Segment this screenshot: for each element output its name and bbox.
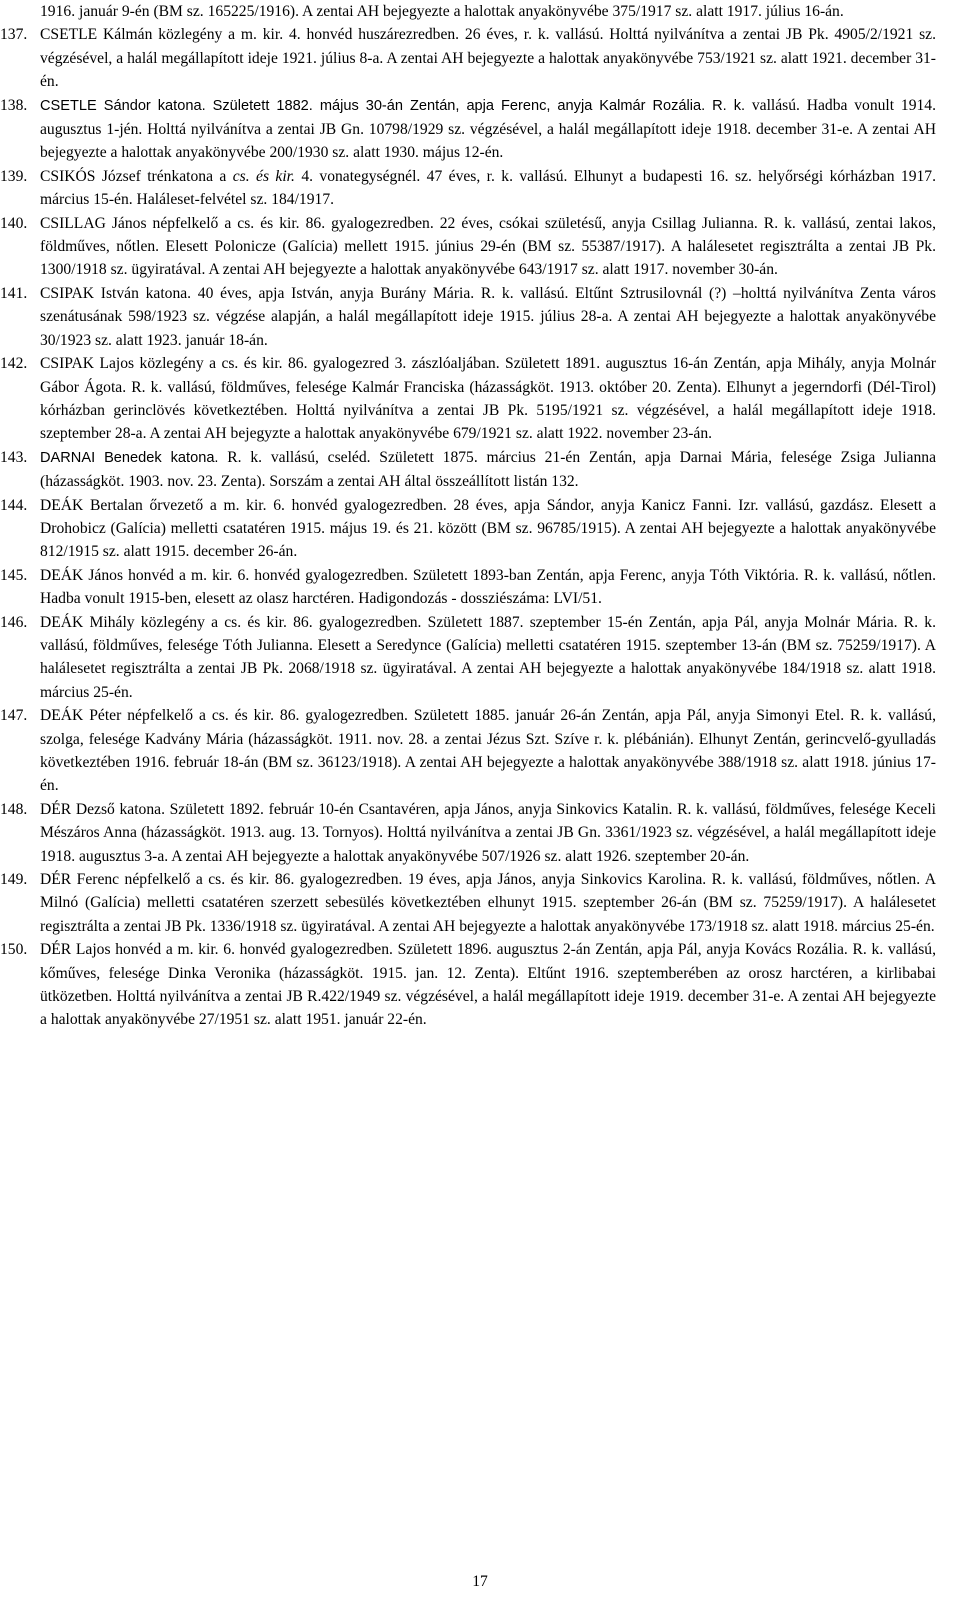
entry-number: 148. (0, 800, 28, 818)
entry-number: 138. (0, 96, 28, 114)
entry-text: DEÁK János honvéd a m. kir. 6. honvéd gyalogezredben. Született 1893-ban Zentán, apja Ferenc, anyja Tóth Viktória. R. k. vallású, nőtlen. Hadba vonult 1915-ben, elesett az olasz harctéren. Hadigondozás - dossziészáma: LVI/51. (40, 566, 936, 608)
entry-141 (0, 282, 936, 352)
entry-text-italic: cs. és kir. (232, 167, 295, 185)
entry-text: CSIKÓS József trénkatona a (40, 167, 227, 185)
entry-number: 147. (0, 707, 28, 725)
entry-number: 150. (0, 941, 28, 959)
entry-text-rest: 4. vonategységnél. 47 éves, r. k. vallású. Elhunyt a budapesti 16. sz. helyőrségi kórházban 1917. március 15-én. Haláleset-felvétel sz. 184/1917. (40, 167, 937, 209)
entry-number: 143. (0, 448, 28, 466)
entry-text-sans: CSETLE Sándor katona. Született 1882. május 30-án Zentán, apja Ferenc, anyja Kalmár Rozália. R. k. (40, 97, 746, 114)
entry-137 (0, 23, 936, 93)
entry-138 (0, 94, 936, 165)
entry-number: 144. (0, 496, 28, 514)
entry-number: 137. (0, 26, 28, 44)
continuation-paragraph (40, 0, 936, 23)
entry-number: 139. (0, 167, 28, 185)
entry-text: vallású. Hadba vonult 1914. augusztus 1-jén. Holttá nyilvánítva a zentai JB Gn. 10798/1929 sz. végzésével, a halál megállapított ideje 1918. december 31-e. A zentai AH bejegyezte a halottak anyakönyvébe 200/1930 sz. alatt 1930. május 12-én. (40, 96, 936, 162)
entry-text: CSIPAK István katona. 40 éves, apja István, anyja Burány Mária. R. k. vallású. Eltűnt Sztrusilovnál (?) –holttá nyilvánítva Zenta város szenátusának 598/1923 sz. végzése alapján, a halál megállapított ideje 1915. július 28-a. A zentai AH bejegyezte a halottak anyakönyvébe 30/1923 sz. alatt 1923. január 18-án. (40, 284, 936, 349)
entry-text: R. k. vallású, cseléd. Született 1875. március 21-én Zentán, apja Darnai Mária, felesége Zsiga Julianna (házasságköt. 1903. nov. 23. Zenta). Sorszám a zentai AH által összeállított listán 132. (40, 448, 936, 491)
entry-150 (0, 938, 936, 1032)
entry-text: DÉR Ferenc népfelkelő a cs. és kir. 86. gyalogezredben. 19 éves, apja János, anyja Sinkovics Karolina. R. k. vallású, földműves, nőtlen. A Milnó (Galícia) melletti csatatéren szerzett sebesülés következtében elhunyt 1915. szeptember 26-án (BM sz. 75259/1917). A halálesetet regisztrálta a zentai JB Pk. 1336/1918 sz. ügyiratával. A zentai AH bejegyezte a halottak anyakönyvébe 173/1918 sz. alatt 1918. március 25-én. (40, 871, 936, 935)
entry-number: 141. (0, 284, 28, 302)
entry-149 (0, 868, 936, 938)
page-number: 17 (472, 1573, 488, 1590)
entry-number: 142. (0, 355, 28, 373)
entry-text: DEÁK Mihály közlegény a cs. és kir. 86. gyalogezredben. Született 1887. szeptember 15-én Zentán, apja Pál, anyja Molnár Mária. R. k. vallású, földműves, felesége Tóth Julianna. Elesett a Seredynce (Galícia) melletti csatatéren 1915. szeptember 13-án (BM sz. 75259/1917). A halálesetet regisztrálta a zentai JB Pk. 2068/1918 sz. ügyiratával. A zentai AH bejegyezte a halottak anyakönyvébe 184/1918 sz. alatt 1918. március 25-én. (40, 613, 936, 701)
entry-number: 146. (0, 613, 28, 631)
entry-text: CSETLE Kálmán közlegény a m. kir. 4. honvéd huszárezredben. 26 éves, r. k. vallású. Holttá nyilvánítva a zentai JB Pk. 4905/2/1921 sz. végzésével, a halál megállapított ideje 1921. július 8-a. A zentai AH bejegyezte a halottak anyakönyvébe 753/1921 sz. alatt 1921. december 31-én. (40, 26, 936, 91)
continuation-text: 1916. január 9-én (BM sz. 165225/1916). A zentai AH bejegyezte a halottak anyakönyvébe 375/1917 sz. alatt 1917. július 16-án. (40, 3, 844, 20)
entry-number: 145. (0, 566, 28, 584)
entry-text: DEÁK Bertalan őrvezető a m. kir. 6. honvéd gyalogezredben. 28 éves, apja Sándor, anyja Kanicz Fanni. Izr. vallású, gazdász. Elesett a Drohobicz (Galícia) melletti csatatéren 1915. május 19. és 21. között (BM sz. 96785/1915). A zentai AH bejegyezte a halottak anyakönyvébe 812/1915 sz. alatt 1915. december 26-án. (40, 496, 936, 561)
entry-text: DÉR Lajos honvéd a m. kir. 6. honvéd gyalogezredben. Született 1896. augusztus 2-án Zentán, apja Pál, anyja Kovács Rozália. R. k. vallású, kőműves, felesége Dinka Veronika (házasságköt. 1915. jan. 12. Zenta). Eltűnt 1916. szeptemberében az orosz harctéren, a kirlibabai ütközetben. Holttá nyilvánítva a zentai JB R.422/1949 sz. végzésével, a halál megállapított ideje 1919. december 31-e. A zentai AH bejegyezte a halottak anyakönyvébe 27/1951 sz. alatt 1951. január 22-én. (40, 941, 936, 1029)
entry-140 (0, 212, 936, 282)
entry-147 (0, 704, 936, 798)
entry-143 (0, 446, 936, 494)
entry-text-sans: DARNAI Benedek katona. (40, 449, 219, 466)
entry-146 (0, 611, 936, 705)
entry-text: DEÁK Péter népfelkelő a cs. és kir. 86. gyalogezredben. Született 1885. január 26-án Zentán, apja Pál, anyja Simonyi Etel. R. k. vallású, szolga, felesége Kadvány Mária (házasságköt. 1911. nov. 28. a zentai Jézus Szt. Szíve r. k. plébánián). Elhunyt Zentán, gerincvelő-gyulladás következtében 1916. február 18-án (BM sz. 36123/1918). A zentai AH bejegyezte a halottak anyakönyvébe 388/1918 sz. alatt 1918. június 17-én. (40, 707, 936, 795)
entry-148 (0, 798, 936, 868)
entry-144 (0, 494, 936, 564)
entry-text: DÉR Dezső katona. Született 1892. február 10-én Csantavéren, apja János, anyja Sinkovics Katalin. R. k. vallású, földműves, felesége Keceli Mészáros Anna (házasságköt. 1913. aug. 13. Tornyos). Holttá nyilvánítva a zentai JB Gn. 3361/1923 sz. végzésével, a halál megállapított ideje 1918. augusztus 3-a. A zentai AH bejegyezte a halottak anyakönyvébe 507/1926 sz. alatt 1926. szeptember 20-án. (40, 800, 936, 865)
entry-text: CSIPAK Lajos közlegény a cs. és kir. 86. gyalogezred 3. zászlóaljában. Született 1891. augusztus 16-án Zentán, apja Mihály, anyja Molnár Gábor Ágota. R. k. vallású, földműves, felesége Kalmár Franciska (házasságköt. 1913. október 20. Zenta). Elhunyt a jegerndorfi (Dél-Tirol) kórházban gerinclövés következtében. Holttá nyilvánítva a zentai JB Pk. 5195/1921 sz. végzésével, a halál megállapított ideje 1918. szeptember 28-a. A zentai AH bejegyzte a halottak anyakönyvébe 679/1921 sz. alatt 1922. november 23-án. (40, 355, 936, 443)
entry-142 (0, 352, 936, 446)
entry-text: CSILLAG János népfelkelő a cs. és kir. 86. gyalogezredben. 22 éves, csókai születésű, anyja Csillag Julianna. R. k. vallású, zentai lakos, földműves, nőtlen. Elesett Polonicze (Galícia) mellett 1915. június 29-én (BM sz. 55387/1917). A halálesetet regisztrálta a zentai JB Pk. 1300/1918 sz. ügyiratával. A zentai AH bejegyezte a halottak anyakönyvébe 643/1917 sz. alatt 1917. november 30-án. (40, 214, 936, 279)
entry-number: 149. (0, 871, 28, 889)
entry-145 (0, 564, 936, 611)
entry-139 (0, 165, 937, 212)
entry-number: 140. (0, 214, 28, 232)
